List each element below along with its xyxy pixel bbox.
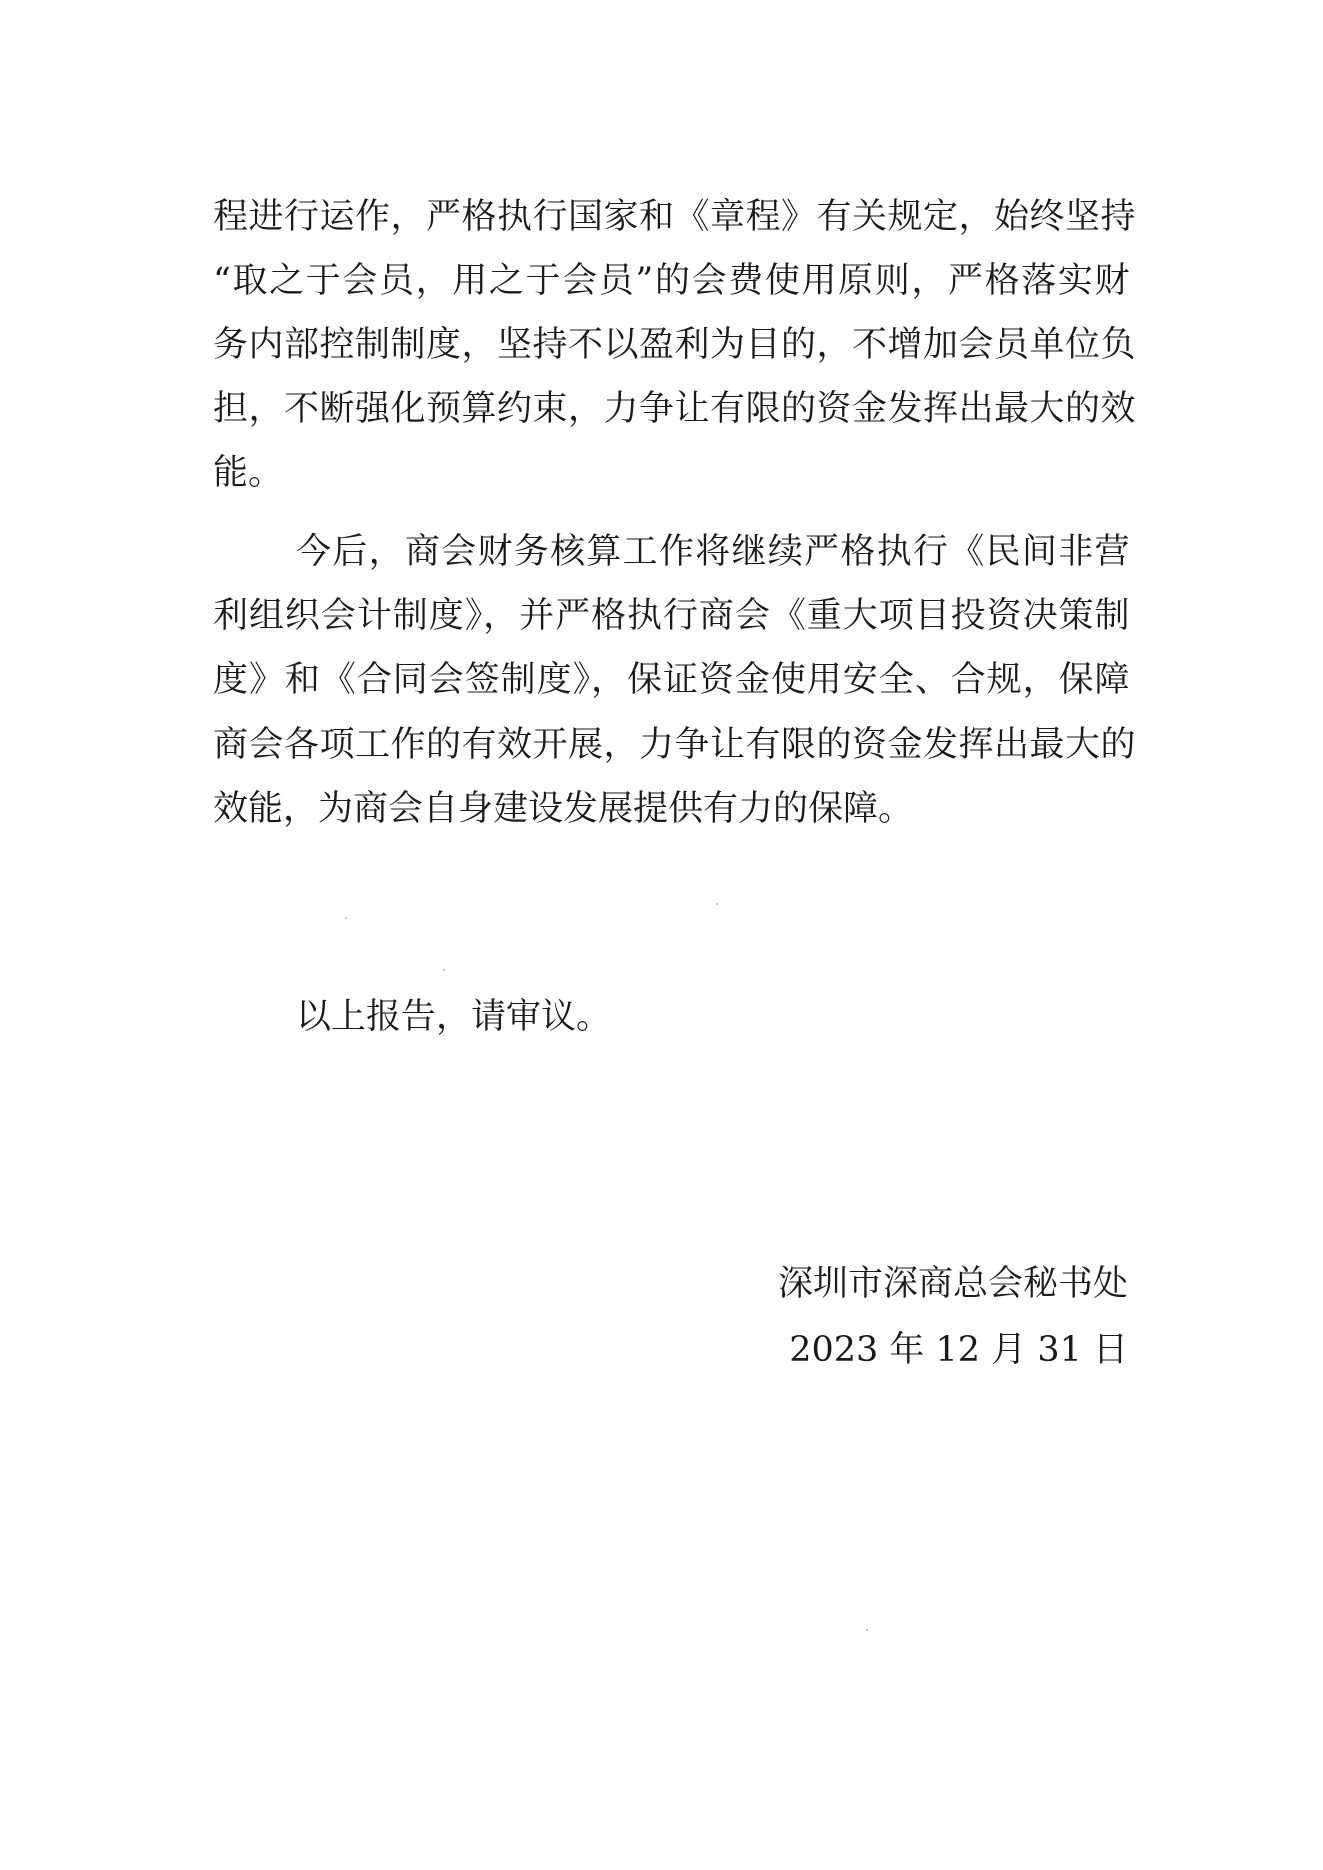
paragraph-2-line-3: 度》和《合同会签制度》，保证资金使用安全、合规，保障 bbox=[213, 660, 1130, 700]
paragraph-2-line-5: 效能，为商会自身建设发展提供有力的保障。 bbox=[213, 789, 914, 829]
scan-speck bbox=[866, 1629, 868, 1631]
paragraph-1-line-2: “取之于会员，用之于会员”的会费使用原则，严格落实财 bbox=[213, 261, 1130, 301]
paragraph-1-line-4: 担，不断强化预算约束，力争让有限的资金发挥出最大的效 bbox=[213, 389, 1137, 429]
paragraph-1-line-5: 能。 bbox=[213, 453, 284, 493]
paragraph-1-line-1: 程进行运作，严格执行国家和《章程》有关规定，始终坚持 bbox=[213, 197, 1137, 237]
paragraph-2-line-4: 商会各项工作的有效开展，力争让有限的资金发挥出最大的 bbox=[213, 725, 1137, 765]
closing-statement: 以上报告，请审议。 bbox=[296, 997, 612, 1037]
signature-organization: 深圳市深商总会秘书处 bbox=[777, 1264, 1128, 1304]
paragraph-2-line-1: 今后，商会财务核算工作将继续严格执行《民间非营 bbox=[296, 532, 1130, 572]
scan-speck bbox=[716, 903, 718, 905]
signature-date: 2023 年 12 月 31 日 bbox=[789, 1330, 1128, 1370]
scan-speck bbox=[443, 969, 445, 971]
paragraph-2-line-2: 利组织会计制度》，并严格执行商会《重大项目投资决策制 bbox=[213, 596, 1130, 636]
scan-speck bbox=[345, 917, 347, 919]
paragraph-1-line-3: 务内部控制制度，坚持不以盈利为目的，不增加会员单位负 bbox=[213, 325, 1137, 365]
